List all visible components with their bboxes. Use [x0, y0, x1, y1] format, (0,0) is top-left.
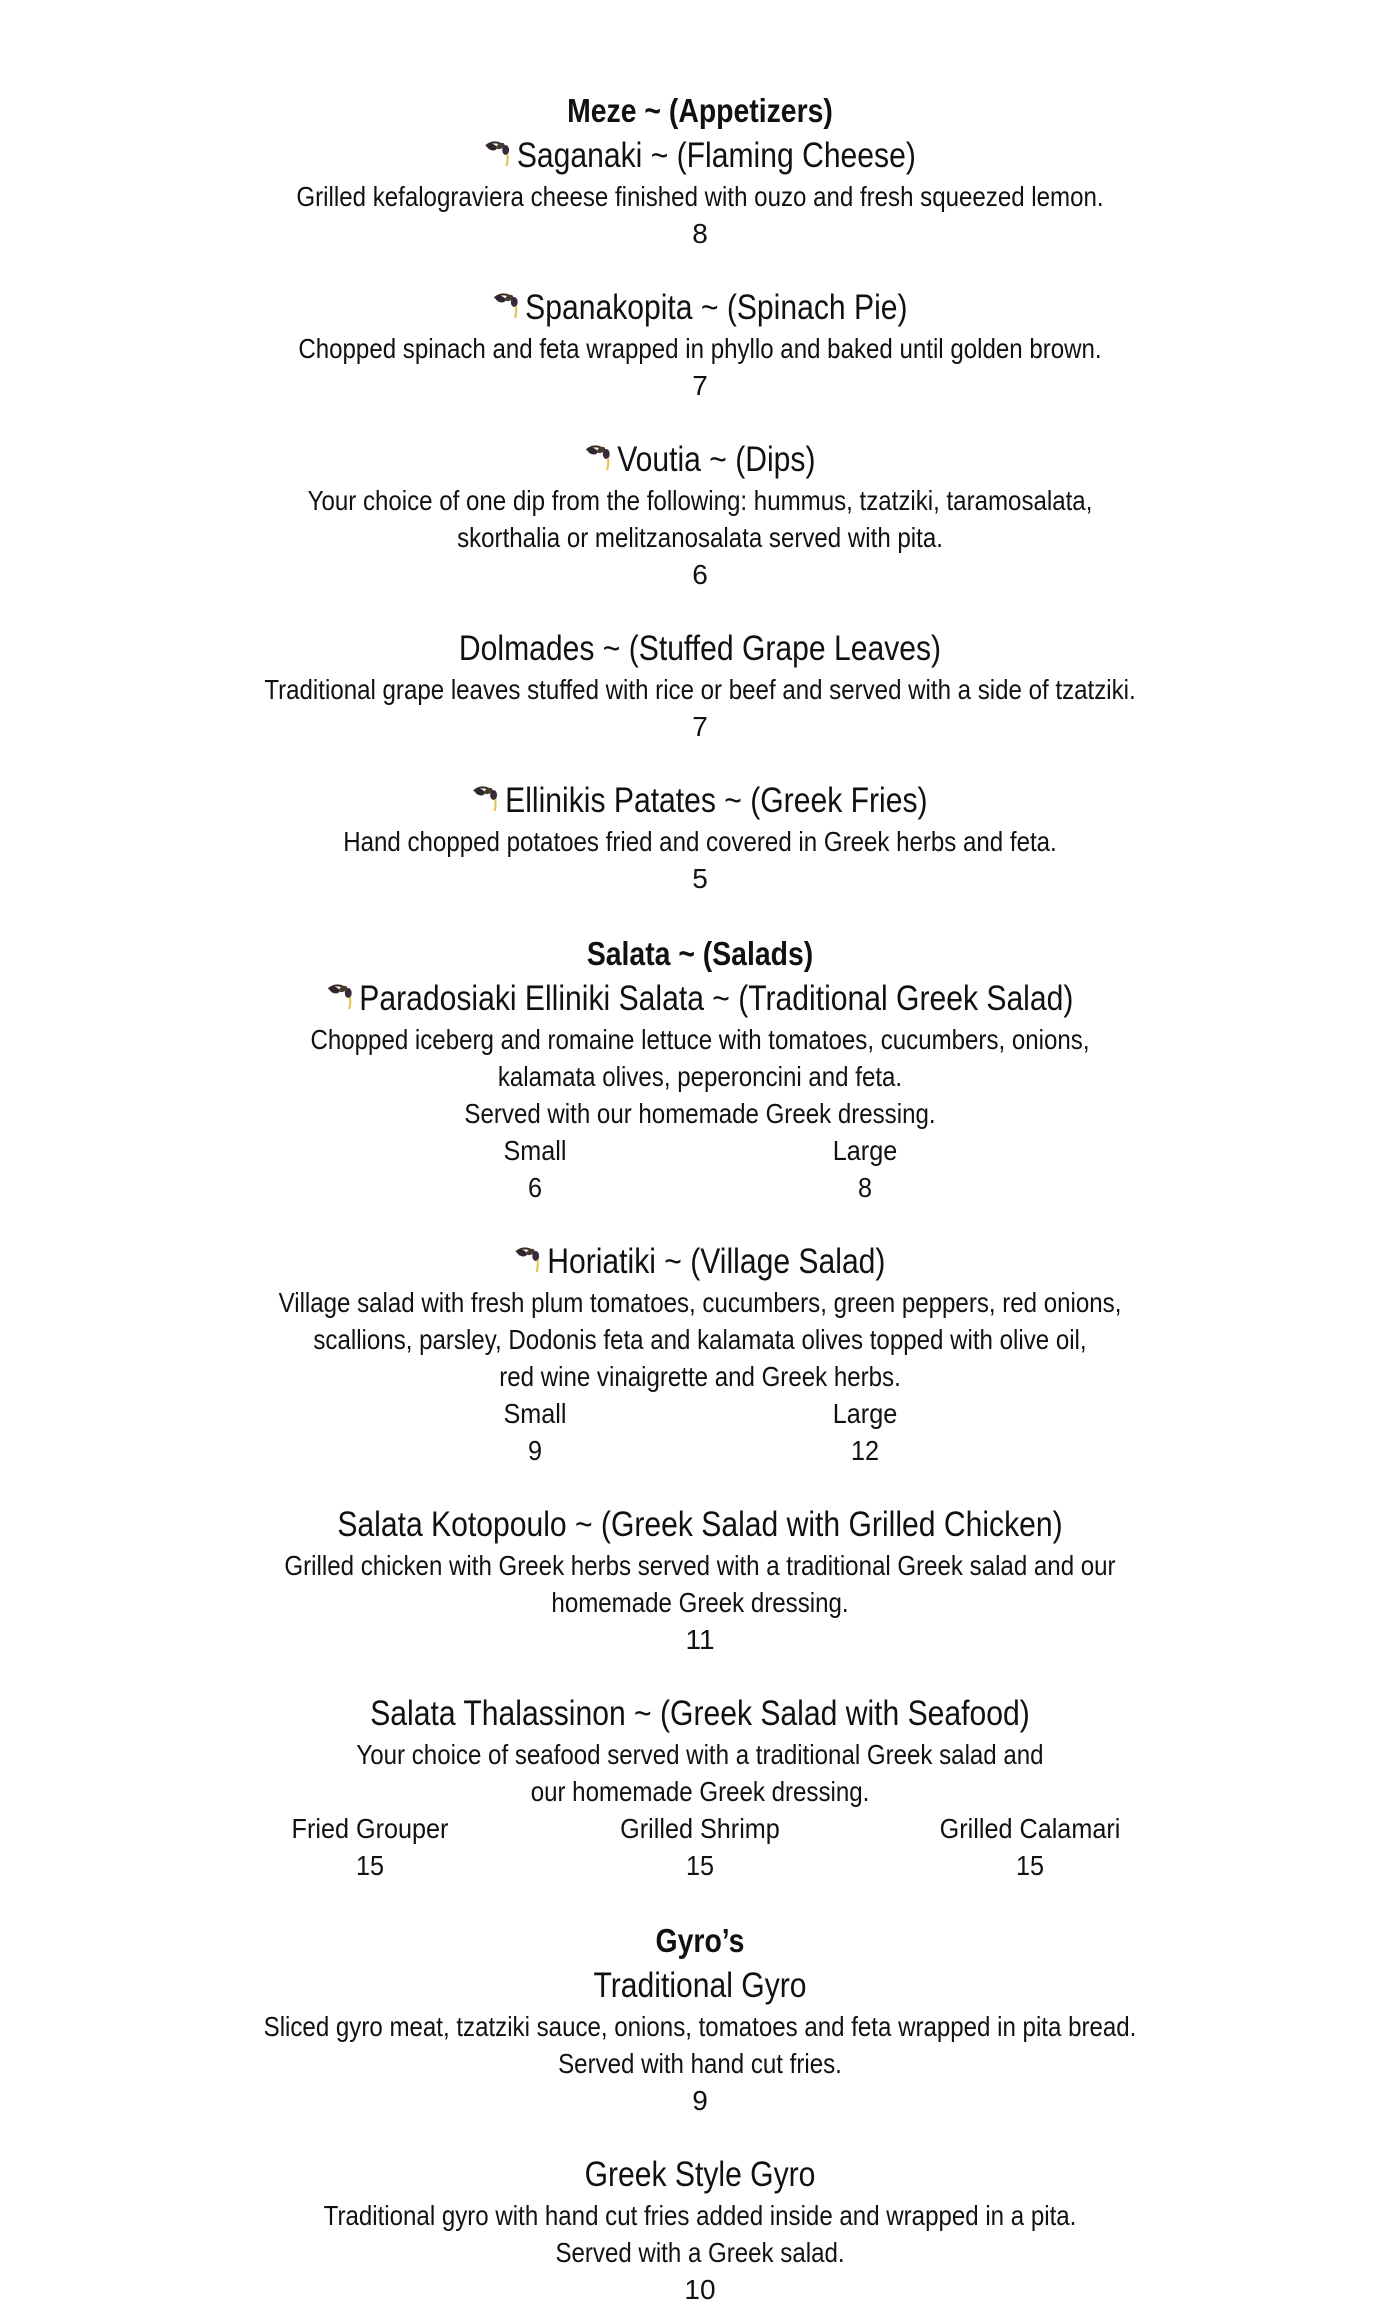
item-name: Dolmades ~ (Stuffed Grape Leaves)	[458, 629, 942, 668]
option-label: Large	[832, 1398, 898, 1429]
menu-section	[0, 931, 1400, 1884]
item-name: Horiatiki ~ (Village Salad)	[547, 1242, 886, 1281]
item-description: scallions, parsley, Dodonis feta and kalamata olives topped with olive oil,	[313, 1324, 1087, 1355]
item-name: Greek Style Gyro	[584, 2155, 816, 2194]
olive-branch-icon	[515, 1244, 546, 1274]
item-name-row	[98, 1692, 1302, 1736]
item-description: Chopped spinach and feta wrapped in phyllo and baked until golden brown.	[298, 333, 1102, 364]
item-description: Sliced gyro meat, tzatziki sauce, onions, tomatoes and feta wrapped in pita bread.	[263, 2011, 1137, 2042]
olive-branch-icon	[585, 442, 616, 472]
option-price: 8	[857, 1172, 873, 1203]
item-price: 11	[685, 1624, 715, 1655]
item-name: Ellinikis Patates ~ (Greek Fries)	[505, 781, 928, 820]
item-description: Your choice of one dip from the following: hummus, tzatziki, taramosalata,	[307, 485, 1093, 516]
item-price: 6	[692, 559, 708, 590]
size-labels	[0, 1810, 1400, 1847]
item-name-row	[98, 1503, 1302, 1547]
size-labels	[0, 1132, 1400, 1169]
size-prices	[0, 1432, 1400, 1469]
menu-item	[0, 134, 1400, 252]
item-description: skorthalia or melitzanosalata served with pita.	[457, 522, 943, 553]
item-description: kalamata olives, peperoncini and feta.	[497, 1061, 903, 1092]
section-title: Salata ~ (Salads)	[586, 935, 814, 972]
menu-item	[0, 1964, 1400, 2119]
menu-item	[0, 286, 1400, 404]
item-name: Saganaki ~ (Flaming Cheese)	[516, 136, 916, 175]
menu-item	[0, 779, 1400, 897]
olive-branch-icon	[492, 290, 523, 320]
option-label: Fried Grouper	[291, 1813, 449, 1844]
option-price: 15	[685, 1850, 715, 1881]
item-description: homemade Greek dressing.	[551, 1587, 849, 1618]
item-price: 9	[692, 2085, 708, 2116]
menu-item	[0, 1692, 1400, 1884]
item-name-row	[98, 977, 1302, 1021]
olive-branch-icon	[472, 783, 503, 813]
option-label: Large	[832, 1135, 898, 1166]
option-price: 6	[527, 1172, 543, 1203]
item-name-row	[98, 627, 1302, 671]
item-name-row	[98, 134, 1302, 178]
item-description: Your choice of seafood served with a traditional Greek salad and	[356, 1739, 1044, 1770]
item-name: Spanakopita ~ (Spinach Pie)	[525, 288, 908, 327]
item-name-row	[98, 779, 1302, 823]
item-price: 10	[684, 2274, 716, 2305]
item-name-row	[98, 1240, 1302, 1284]
menu-item	[0, 1240, 1400, 1469]
olive-branch-icon	[327, 981, 358, 1011]
item-name: Paradosiaki Elliniki Salata ~ (Traditional Greek Salad)	[359, 979, 1074, 1018]
item-description: Village salad with fresh plum tomatoes, cucumbers, green peppers, red onions,	[278, 1287, 1122, 1318]
item-description: Grilled chicken with Greek herbs served with a traditional Greek salad and our	[284, 1550, 1116, 1581]
menu-section	[0, 1918, 1400, 2308]
option-price: 9	[527, 1435, 543, 1466]
size-prices	[0, 1169, 1400, 1206]
menu-item	[0, 1503, 1400, 1658]
option-price: 12	[850, 1435, 880, 1466]
size-prices	[0, 1847, 1400, 1884]
item-description: Served with hand cut fries.	[558, 2048, 842, 2079]
item-name-row	[98, 438, 1302, 482]
item-description: Served with our homemade Greek dressing.	[464, 1098, 936, 1129]
option-label: Small	[503, 1135, 567, 1166]
item-description: Chopped iceberg and romaine lettuce with tomatoes, cucumbers, onions,	[310, 1024, 1090, 1055]
option-price: 15	[355, 1850, 385, 1881]
section-title: Meze ~ (Appetizers)	[567, 92, 833, 129]
item-name: Salata Kotopoulo ~ (Greek Salad with Grilled Chicken)	[337, 1505, 1063, 1544]
item-price: 7	[692, 711, 708, 742]
menu-item	[0, 977, 1400, 1206]
option-price: 15	[1015, 1850, 1045, 1881]
option-label: Grilled Calamari	[939, 1813, 1121, 1844]
option-label: Small	[503, 1398, 567, 1429]
menu-item	[0, 438, 1400, 593]
menu-section	[0, 88, 1400, 897]
item-name: Salata Thalassinon ~ (Greek Salad with Seafood)	[370, 1694, 1030, 1733]
size-labels	[0, 1395, 1400, 1432]
item-name: Traditional Gyro	[593, 1966, 807, 2005]
item-description: Served with a Greek salad.	[555, 2237, 845, 2268]
item-description: Grilled kefalograviera cheese finished with ouzo and fresh squeezed lemon.	[296, 181, 1104, 212]
item-description: our homemade Greek dressing.	[530, 1776, 870, 1807]
item-description: Traditional grape leaves stuffed with rice or beef and served with a side of tzatziki.	[264, 674, 1136, 705]
item-description: red wine vinaigrette and Greek herbs.	[499, 1361, 901, 1392]
item-description: Hand chopped potatoes fried and covered in Greek herbs and feta.	[343, 826, 1057, 857]
olive-branch-icon	[484, 138, 515, 168]
section-title: Gyro’s	[655, 1922, 745, 1959]
item-price: 7	[692, 370, 708, 401]
item-description: Traditional gyro with hand cut fries added inside and wrapped in a pita.	[323, 2200, 1077, 2231]
option-label: Grilled Shrimp	[620, 1813, 780, 1844]
menu-item	[0, 2153, 1400, 2308]
item-name: Voutia ~ (Dips)	[617, 440, 816, 479]
menu-item	[0, 627, 1400, 745]
item-price: 5	[692, 863, 708, 894]
item-name-row	[98, 2153, 1302, 2197]
item-price: 8	[692, 218, 708, 249]
item-name-row	[98, 1964, 1302, 2008]
item-name-row	[98, 286, 1302, 330]
